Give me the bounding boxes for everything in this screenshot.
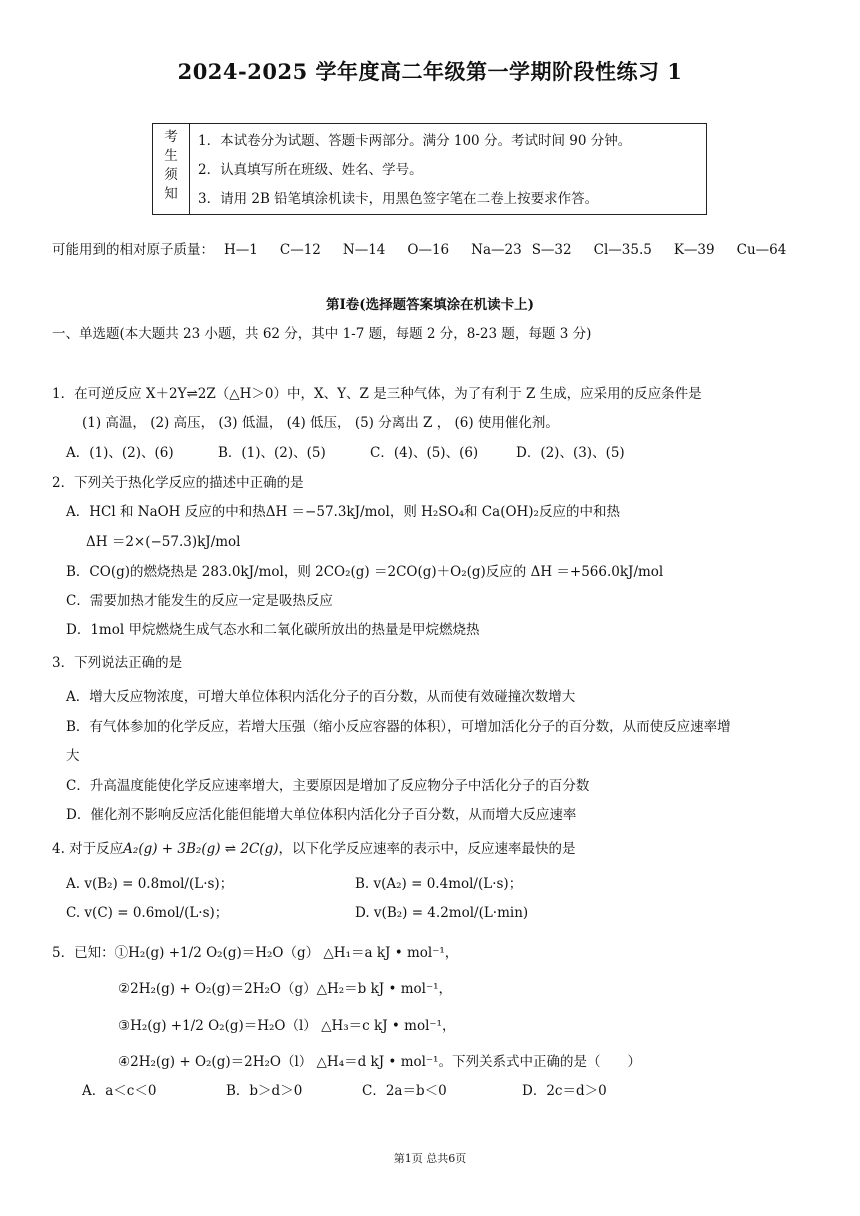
option-d: D．(2)、(3)、(5) — [516, 445, 625, 461]
atomic-mass: H—1 — [224, 242, 258, 258]
atomic-mass: Cl—35.5 — [593, 242, 652, 258]
question-4-option-a: A. v(B₂) = 0.8mol/(L·s)； — [66, 876, 234, 892]
option-a: A．a＜c＜0 — [82, 1083, 157, 1099]
notice-heading-char: 知 — [164, 186, 178, 202]
question-4-reaction: A₂(g) + 3B₂(g) ⇌ 2C(g) — [123, 841, 279, 857]
option-b: B．(1)、(2)、(5) — [218, 445, 326, 461]
question-5-stem: 5．已知：①H₂(g) +1/2 O₂(g)＝H₂O（g） △H₁＝a kJ • mol⁻¹， — [52, 945, 459, 961]
part-title: 第Ⅰ卷(选择题答案填涂在机读卡上) — [325, 297, 535, 313]
page-footer: 第1页 总共6页 — [393, 1152, 467, 1165]
atomic-mass: O—16 — [407, 242, 450, 258]
notice-heading-char: 考 — [164, 129, 178, 145]
question-1-conditions: (1) 高温， (2) 高压， (3) 低温， (4) 低压， (5) 分离出 Z ， (6) 使用催化剂。 — [82, 415, 559, 431]
atomic-masses — [52, 241, 786, 259]
option-d: D．2c＝d＞0 — [522, 1083, 607, 1099]
question-2-option-c: C．需要加热才能发生的反应一定是吸热反应 — [66, 593, 333, 609]
atomic-mass: Na—23 — [471, 242, 522, 258]
notice-heading — [153, 124, 190, 215]
notice-item: 2．认真填写所在班级、姓名、学号。 — [198, 162, 423, 178]
question-5-eq4: ④2H₂(g) + O₂(g)＝2H₂O（l） △H₄＝d kJ • mol⁻¹。下列关系式中正确的是（ ） — [118, 1054, 641, 1070]
question-3-stem: 3．下列说法正确的是 — [52, 655, 183, 671]
notice-heading-char: 须 — [164, 167, 178, 183]
question-3-option-b-cont: 大 — [66, 748, 80, 764]
page-title: 2024-2025 学年度高二年级第一学期阶段性练习 1 — [177, 59, 683, 84]
atomic-mass: N—14 — [342, 242, 386, 258]
question-4-option-d: D. v(B₂) = 4.2mol/(L·min) — [355, 905, 529, 921]
question-2-option-d: D．1mol 甲烷燃烧生成气态水和二氧化碳所放出的热量是甲烷燃烧热 — [66, 622, 480, 638]
notice-item: 3．请用 2B 铅笔填涂机读卡，用黑色签字笔在二卷上按要求作答。 — [198, 191, 599, 207]
option-c: C．(4)、(5)、(6) — [370, 445, 479, 461]
option-b: B．b＞d＞0 — [226, 1083, 303, 1099]
question-4-stem-pre: 4. 对于反应 — [52, 841, 124, 857]
question-1-stem: 1．在可逆反应 X＋2Y⇌2Z（△H＞0）中，X、Y、Z 是三种气体，为了有利于 Z 生成，应采用的反应条件是 — [52, 386, 702, 402]
atomic-mass: S—32 — [531, 242, 572, 258]
notice-item: 1．本试卷分为试题、答题卡两部分。满分 100 分。考试时间 90 分钟。 — [198, 133, 632, 149]
question-3-option-d: D．催化剂不影响反应活化能但能增大单位体积内活化分子百分数，从而增大反应速率 — [66, 807, 577, 823]
notice-heading-char: 生 — [164, 148, 178, 164]
notice-box — [152, 123, 707, 215]
question-2-option-a: A．HCl 和 NaOH 反应的中和热ΔH ＝−57.3kJ/mol，则 H₂SO₄和 Ca(OH)₂反应的中和热 — [66, 504, 620, 520]
question-5-eq3: ③H₂(g) +1/2 O₂(g)＝H₂O（l） △H₃＝c kJ • mol⁻¹， — [118, 1018, 456, 1034]
question-5-options — [82, 1082, 607, 1100]
question-4-stem — [52, 840, 576, 858]
question-3-option-c: C．升高温度能使化学反应速率增大，主要原因是增加了反应物分子中活化分子的百分数 — [66, 778, 590, 794]
question-5-eq2: ②2H₂(g) + O₂(g)＝2H₂O（g）△H₂＝b kJ • mol⁻¹， — [118, 981, 453, 997]
question-2-stem: 2．下列关于热化学反应的描述中正确的是 — [52, 475, 304, 491]
option-c: C．2a＝b＜0 — [362, 1083, 447, 1099]
question-2-option-a-cont: ΔH ＝2×(−57.3)kJ/mol — [86, 534, 241, 550]
option-a: A．(1)、(2)、(6) — [66, 445, 174, 461]
question-4-option-b: B. v(A₂) = 0.4mol/(L·s)； — [355, 876, 523, 892]
question-4-option-c: C. v(C) = 0.6mol/(L·s)； — [66, 905, 229, 921]
question-3-option-b: B．有气体参加的化学反应，若增大压强（缩小反应容器的体积），可增加活化分子的百分数，从而使反应速率增 — [66, 719, 731, 735]
section-heading: 一、单选题(本大题共 23 小题，共 62 分，其中 1-7 题，每题 2 分，8-23 题，每题 3 分) — [52, 326, 592, 342]
notice-items — [190, 124, 707, 215]
question-4-stem-post: ，以下化学反应速率的表示中，反应速率最快的是 — [278, 841, 576, 857]
atomic-masses-label: 可能用到的相对原子质量： — [52, 242, 214, 258]
question-3-option-a: A．增大反应物浓度，可增大单位体积内活化分子的百分数，从而使有效碰撞次数增大 — [66, 689, 576, 705]
atomic-mass: K—39 — [673, 242, 715, 258]
question-1-options — [66, 444, 625, 462]
question-2-option-b: B．CO(g)的燃烧热是 283.0kJ/mol，则 2CO₂(g) ＝2CO(g)＋O₂(g)反应的 ΔH ＝+566.0kJ/mol — [66, 564, 664, 580]
atomic-mass: C—12 — [279, 242, 321, 258]
atomic-mass: Cu—64 — [736, 242, 787, 258]
